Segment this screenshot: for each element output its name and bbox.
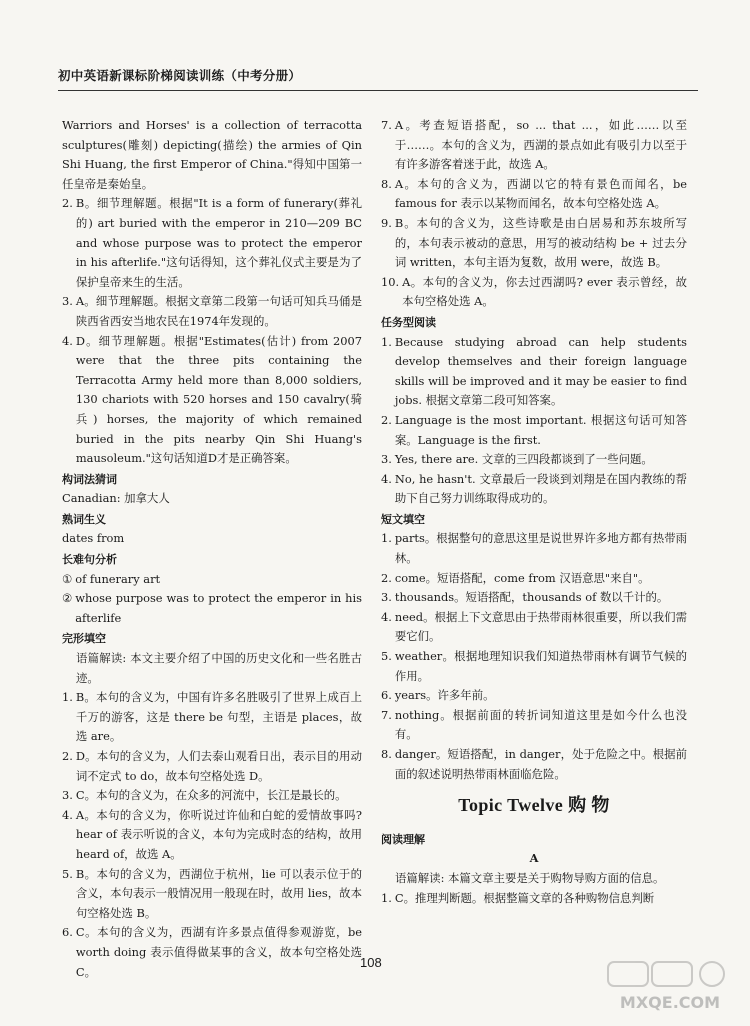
- passage-letter: A: [529, 851, 539, 866]
- answer-item: [62, 865, 362, 924]
- item-text: Language is the most important. 根据这句话可知答案。Language is the first.: [394, 412, 687, 447]
- answer-item: [381, 686, 687, 706]
- section-heading: 熟词生义: [62, 512, 106, 526]
- section-heading: 阅读理解: [381, 832, 425, 846]
- answer-item: [62, 570, 362, 590]
- answer-item: [62, 332, 362, 469]
- item-number: 10.: [381, 274, 400, 289]
- item-text: weather。根据地理知识我们知道热带雨林有调节气候的作用。: [394, 649, 687, 683]
- section-heading: 任务型阅读: [381, 315, 436, 329]
- answer-item: [62, 292, 362, 331]
- answer-item: [381, 569, 687, 589]
- item-number: 6.: [381, 688, 392, 703]
- header-rule: [58, 90, 698, 91]
- item-text: years。许多年前。: [394, 688, 495, 703]
- item-text: thousands。短语搭配，thousands of 数以千计的。: [394, 590, 669, 605]
- answer-item: [381, 333, 687, 411]
- item-number: 8.: [381, 747, 392, 761]
- item-text: parts。根据整句的意思这里是说世界许多地方都有热带雨林。: [394, 531, 687, 566]
- item-text: danger。短语搭配，in danger，处于危险之中。根据前面的叙述说明热带雨林面临危险。: [394, 747, 687, 781]
- answer-item: [381, 889, 687, 909]
- item-text: C。推理判断题。根据整篇文章的各种购物信息判断: [394, 890, 655, 905]
- answer-item: [381, 529, 687, 568]
- item-number: 3.: [62, 294, 73, 309]
- item-number: 4.: [381, 471, 392, 486]
- item-text: No, he hasn't. 文章最后一段谈到刘翔是在国内教练的帮助下自己努力训练取得成功的。: [394, 471, 687, 506]
- watermark-logo: [604, 958, 736, 1014]
- item-number: 4.: [62, 807, 73, 822]
- item-number: 1.: [62, 690, 73, 705]
- item-number: 2.: [381, 570, 392, 585]
- item-text: B。本句的含义为，这些诗歌是由白居易和苏东坡所写的，本句表示被动的意思，用写的被动结构 be + 过去分词 written，本句主语为复数，故用 were，故选 B。: [394, 215, 687, 270]
- item-text: Because studying abroad can help students develop themselves and their foreign language skills will be improved and it may be easier to find jobs. 根据文章第二段可知答案。: [394, 334, 687, 408]
- page-number: 108: [360, 955, 382, 970]
- item-number: ①: [62, 571, 73, 586]
- item-number: 5.: [381, 649, 392, 664]
- answer-item: [381, 588, 687, 608]
- answer-item: [62, 194, 362, 292]
- item-number: 7.: [381, 118, 392, 132]
- paragraph: Canadian: 加拿大人: [62, 491, 170, 506]
- item-text: of funerary art: [75, 571, 161, 586]
- item-text: come。短语搭配，come from 汉语意思"来自"。: [394, 570, 650, 585]
- answer-item: [381, 450, 687, 470]
- item-number: 5.: [62, 866, 73, 881]
- watermark-text: MXQE.COM: [619, 993, 721, 1012]
- passage-summary: 语篇解读: 本篇文章主要是关于购物导购方面的信息。: [395, 870, 665, 885]
- item-number: 2.: [62, 749, 73, 763]
- section-heading: 完形填空: [62, 632, 106, 646]
- section-heading: 长难句分析: [62, 553, 117, 567]
- section-heading: 短文填空: [381, 512, 425, 526]
- item-number: 6.: [62, 925, 73, 940]
- item-number: 2.: [62, 196, 73, 211]
- paragraph: dates from: [62, 531, 125, 546]
- item-number: 1.: [381, 531, 392, 546]
- item-text: B。细节理解题。根据"It is a form of funerary(葬礼的) art buried with the emperor in 210—209 BC and whose purpose was to protect the emperor in his afterlife."这句话得知，这个葬礼仪式主要是为了保护皇帝来生的生活。: [75, 196, 362, 289]
- answer-item: [381, 273, 687, 312]
- answer-item: [381, 647, 687, 686]
- item-number: 3.: [62, 788, 73, 803]
- item-text: D。本句的含义为，人们去泰山观看日出，表示目的用动词不定式 to do，故本句空格处选 D。: [75, 749, 362, 783]
- answer-item: [62, 589, 362, 628]
- answer-item: [381, 411, 687, 450]
- answer-item: [381, 214, 687, 273]
- item-number: 1.: [381, 890, 392, 905]
- passage-summary: 语篇解读: 本文主要介绍了中国的历史文化和一些名胜古迹。: [76, 651, 362, 685]
- item-text: nothing。根据前面的转折词知道这里是如今什么也没有。: [394, 707, 687, 742]
- answer-item: [62, 688, 362, 747]
- answer-item: [381, 175, 687, 214]
- item-number: 3.: [381, 590, 392, 605]
- item-number: 9.: [381, 215, 392, 230]
- item-text: A。本句的含义为，西湖以它的特有景色而闻名，be famous for 表示以某物而闻名，故本句空格处选 A。: [394, 176, 687, 211]
- item-text: Yes, there are. 文章的三四段都谈到了一些问题。: [394, 452, 653, 467]
- item-text: B。本句的含义为，中国有许多名胜吸引了世界上成百上千万的游客，这是 there be 句型，主语是 places，故选 are。: [75, 690, 362, 744]
- right-column: [381, 116, 687, 908]
- item-text: D。细节理解题。根据"Estimates(估计) from 2007 were that the three pits containing the Terracotta Army held more than 8,000 soldiers, 130 chariots with 520 horses and 150 cavalry(骑兵) horses, the majority of which remained buried in the pits nearby Qin Shi Huang's mausoleum."这句话知道D才是正确答案。: [75, 333, 362, 466]
- item-number: 1.: [381, 334, 392, 349]
- item-number: 7.: [381, 707, 392, 722]
- paragraph: Warriors and Horses' is a collection of terracotta sculptures(雕刻) depicting(描绘) the armies of Qin Shi Huang, the first Emperor of China."得知中国第一任皇帝是秦始皇。: [62, 118, 362, 191]
- item-text: A。考查短语搭配，so ... that ...，如此……以至于……。本句的含义为，西湖的景点如此有吸引力以至于有许多游客着迷于此，故选 A。: [394, 118, 687, 172]
- item-text: A。本句的含义为，你去过西湖吗? ever 表示曾经，故本句空格处选 A。: [402, 274, 687, 309]
- answer-item: [62, 923, 362, 982]
- item-text: C。本句的含义为，在众多的河流中，长江是最长的。: [75, 788, 347, 803]
- item-number: 4.: [381, 609, 392, 624]
- item-text: A。本句的含义为，你听说过许仙和白蛇的爱情故事吗? hear of 表示听说的含义，本句为完成时态的结构，故用 heard of，故选 A。: [75, 807, 362, 861]
- item-text: B。本句的含义为，西湖位于杭州，lie 可以表示位于的含义，本句表示一般情况用一般现在时，故用 lies，故本句空格处选 B。: [75, 866, 362, 920]
- section-heading: 构词法猜词: [62, 472, 117, 486]
- answer-item: [62, 806, 362, 865]
- answer-item: [381, 470, 687, 509]
- item-text: C。本句的含义为，西湖有许多景点值得参观游览，be worth doing 表示值得做某事的含义，故本句空格处选 C。: [75, 925, 362, 979]
- topic-title: Topic Twelve 购 物: [458, 795, 610, 816]
- answer-item: [62, 786, 362, 806]
- left-column: [62, 116, 362, 982]
- answer-item: [381, 706, 687, 745]
- item-number: 4.: [62, 333, 73, 348]
- item-text: whose purpose was to protect the emperor in his afterlife: [75, 591, 362, 625]
- running-header: 初中英语新课标阶梯阅读训练（中考分册）: [58, 68, 302, 83]
- item-text: need。根据上下文意思由于热带雨林很重要，所以我们需要它们。: [394, 609, 687, 644]
- answer-item: [381, 116, 687, 175]
- answer-item: [381, 745, 687, 784]
- item-number: 2.: [381, 412, 392, 427]
- answer-item: [62, 747, 362, 786]
- item-number: 8.: [381, 176, 392, 191]
- item-number: 3.: [381, 452, 392, 467]
- answer-item: [381, 608, 687, 647]
- item-text: A。细节理解题。根据文章第二段第一句话可知兵马俑是陕西省西安当地农民在1974年发现的。: [75, 294, 362, 328]
- item-number: ②: [62, 591, 73, 606]
